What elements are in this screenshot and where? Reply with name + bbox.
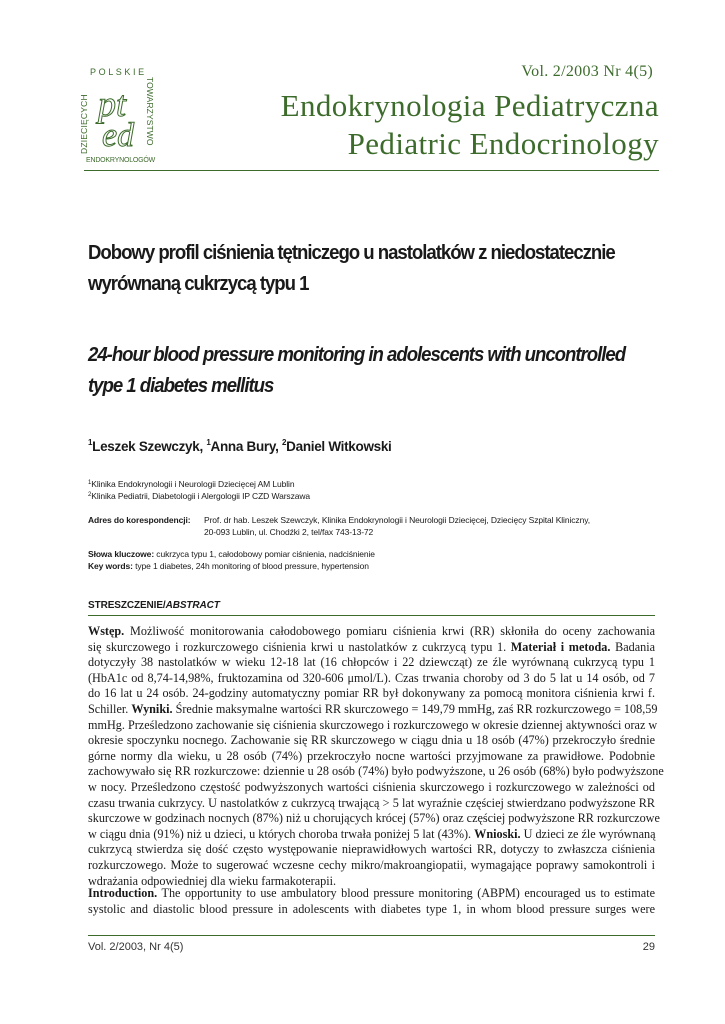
logo-bottom-text: ENDOKRYNOLOGÓW (86, 157, 156, 164)
journal-title-en: Pediatric Endocrinology (347, 126, 659, 161)
abstract-text: rozkurczowego. Może to sugerować wczesne cechy mikro/makroangiopatii, wymagające poprawy samokontroli i (88, 857, 655, 872)
abstract-bold-lead: Materiał i metoda. (510, 639, 611, 654)
abstract-text: Możliwość monitorowania całodobowego pomiaru ciśnienia krwi (RR) skłoniła do oceny zachowania (124, 624, 655, 638)
logo-monogram-top: pt (98, 84, 127, 124)
abstract-line (88, 811, 660, 827)
section-divider (88, 615, 655, 616)
keywords-en-text: type 1 diabetes, 24h monitoring of blood pressure, hypertension (132, 561, 369, 571)
affiliation (88, 489, 310, 502)
abstract-line (88, 749, 655, 765)
abstract-text: mmHg. Prześledzono zachowanie się ciśnienia skurczowego i rozkurczowego w okresie dziennej aktywności oraz w (88, 717, 658, 732)
abstract-text: w nocy. Prześledzono częstość podwyższonych wartości ciśnienia skurczowego i rozkurczowego w zależności od (88, 779, 655, 794)
author-name: Daniel Witkowski (286, 439, 392, 454)
footer-issue: Vol. 2/2003, Nr 4(5) (88, 941, 184, 953)
abstract-line (88, 686, 655, 702)
header-divider (84, 170, 659, 171)
abstract-bold-lead: Wstęp. (88, 624, 125, 638)
abstract-text: cukrzycą stwierdza się dość często występowanie nieprawidłowych wartości RR, dotyczy to zwłaszcza ciśnienia (88, 842, 655, 857)
page-number: 29 (642, 941, 655, 953)
correspondence-label: Adres do korespondencji: (88, 515, 191, 525)
section-heading-text: STRESZCZENIE/ (88, 600, 166, 611)
journal-title-pl: Endokrynologia Pediatryczna (280, 88, 659, 123)
logo-mark (79, 66, 174, 166)
abstract-line (88, 640, 655, 656)
author-affil-mark: 1 (206, 438, 211, 447)
logo-left-text: DZIECIĘCYCH (79, 94, 89, 154)
author-list (88, 438, 392, 454)
abstract-text: wdrażania odpowiedniej dla wieku farmakoterapii. (88, 873, 337, 888)
correspondence-line: 20-093 Lublin, ul. Chodźki 2, tel/fax 743-13-72 (204, 527, 374, 537)
affiliation-text: Klinika Pediatrii, Diabetologii i Alergologii IP CZD Warszawa (91, 491, 311, 501)
abstract-line (88, 701, 658, 718)
abstract-line (88, 624, 655, 640)
logo-monogram-bottom: ed (102, 117, 135, 154)
abstract-text: (HbA1c od 8,74-14,98%, fruktozamina od 320-606 μmol/L). Czas trwania choroby od 3 do 5 lat u 14 osób, od 7 (88, 670, 655, 685)
abstract-line (88, 780, 655, 796)
keywords-pl (88, 548, 375, 560)
abstract-line (88, 842, 655, 858)
abstract-line (88, 764, 664, 780)
journal-logo (79, 66, 174, 166)
abstract-text: Średnie maksymalne wartości RR skurczowego = 149,79 mmHg, zaś RR rozkurczowego = 108,59 (172, 701, 658, 716)
abstract-pl (88, 624, 664, 889)
intro-line (88, 902, 655, 918)
correspondence-line: Prof. dr hab. Leszek Szewczyk, Klinika Endokrynologii i Neurologii Dziecięcej, Dziecięcy Szpital Kliniczny, (204, 515, 590, 525)
abstract-text: Schiller. (88, 701, 132, 716)
abstract-line (88, 827, 655, 843)
abstract-text: U dzieci ze źle wyrównaną (520, 826, 656, 841)
abstract-line (88, 671, 655, 687)
abstract-text: okresie spoczynku nocnego. Zachowanie się RR skurczowego w ciągu dnia u 18 osób (47%) przekroczyło średnie (88, 733, 655, 748)
abstract-text: górne normy dla wieku, u 28 osób (74%) przekroczyło nocne wartości przyjmowane za prawidłowe. Podobnie (88, 748, 655, 763)
logo-top-text: POLSKIE (90, 67, 147, 77)
article-title-en: 24-hour blood pressure monitoring in adolescents with uncontrolled type 1 diabetes mellitus (88, 344, 626, 397)
abstract-line (88, 858, 655, 874)
keywords-en-label: Key words: (88, 561, 133, 571)
article-title-pl: Dobowy profil ciśnienia tętniczego u nastolatków z niedostatecznie wyrównaną cukrzycą typu 1 (88, 242, 615, 295)
abstract-bold-lead: Wyniki. (131, 701, 173, 716)
abstract-text: w ciągu dnia (91%) niż u dzieci, u których choroba trwała poniżej 5 lat (43%). (88, 826, 475, 841)
intro-text: The opportunity to use ambulatory blood pressure monitoring (ABPM) encouraged us to estimate (157, 886, 655, 900)
affiliation-mark: 2 (88, 492, 92, 498)
keywords-pl-label: Słowa kluczowe: (88, 549, 155, 559)
abstract-bold-lead: Wnioski. (474, 826, 521, 841)
section-heading (88, 600, 220, 611)
intro-bold-lead: Introduction. (88, 886, 158, 900)
section-heading-italic: ABSTRACT (165, 600, 220, 611)
author-affil-mark: 1 (88, 438, 93, 447)
abstract-text: zachowywało się RR rozkurczowe: dziennie u 28 osób (74%) było podwyższone, u 26 osób (68%) było podwyższone (88, 764, 664, 779)
abstract-line (88, 655, 655, 671)
keywords-en (88, 560, 369, 572)
abstract-text: do 16 lat u 24 osób. 24-godziny automatyczny pomiar RR był dokonywany za pomocą monitora ciśnienia krwi f. (88, 686, 655, 701)
abstract-line (88, 733, 655, 749)
abstract-text: Badania (610, 639, 656, 654)
abstract-line (88, 796, 655, 812)
introduction-en (88, 886, 655, 917)
footer-divider (88, 935, 655, 936)
affiliation-mark: 1 (88, 480, 92, 486)
author-affil-mark: 2 (282, 438, 287, 447)
intro-text: systolic and diastolic blood pressure in adolescents with diabetes type 1, in whom blood pressure surges were (88, 901, 655, 916)
abstract-text: dotyczyły 38 nastolatków w wieku 12-18 lat (16 chłopców i 22 dziewcząt) ze źle wyrównaną cukrzycą typu 1 (88, 655, 655, 670)
author-name: Leszek Szewczyk, (92, 439, 207, 454)
keywords-pl-text: cukrzyca typu 1, całodobowy pomiar ciśnienia, nadciśnienie (154, 549, 375, 559)
issue-volume: Vol. 2/2003 Nr 4(5) (521, 63, 653, 80)
abstract-text: skurczowe w godzinach nocnych (87%) niż u chorujących krócej (57%) oraz częściej podwyższone RR rozkurczowe (88, 811, 660, 826)
author-name: Anna Bury, (210, 439, 282, 454)
logo-right-text: TOWARZYSTWO (145, 77, 155, 146)
abstract-text: czasu trwania cukrzycy. U nastolatków z cukrzycą trwającą > 5 lat wyraźnie częściej stwierdzano podwyższone RR (88, 795, 655, 810)
abstract-text: się skurczowego i rozkurczowego ciśnienia krwi u nastolatków z cukrzycą typu 1. (88, 639, 511, 654)
intro-line (88, 886, 655, 902)
abstract-line (88, 717, 658, 734)
affiliation-text: Klinika Endokrynologii i Neurologii Dziecięcej AM Lublin (91, 479, 295, 489)
